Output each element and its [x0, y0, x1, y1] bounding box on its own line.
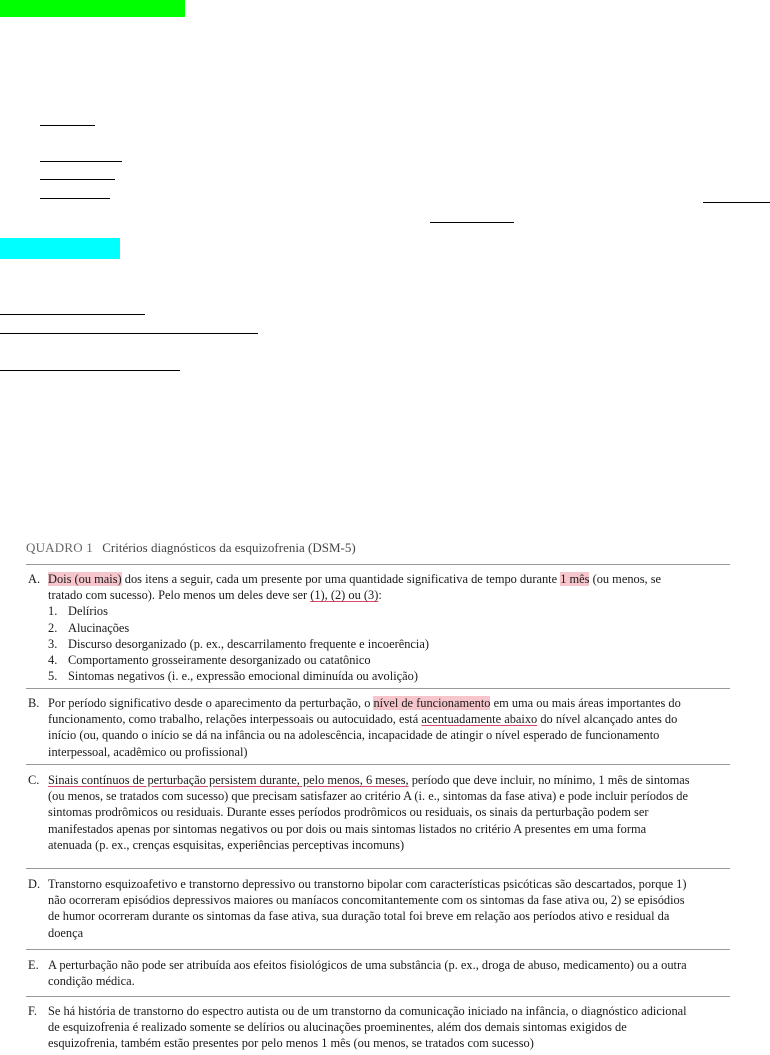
list-text: Comportamento grosseiramente desorganizado ou catatônico: [68, 653, 371, 668]
quadro-heading: Critérios diagnósticos da esquizofrenia (DSM-5): [102, 540, 356, 555]
text-segment: do nível alcançado antes do início (ou, quando o início se dá na infância ou na adolescência, incapacidade de atingir o nível esperado de funcionamento interpessoal, acadêmico ou profissional): [48, 712, 678, 759]
criterion-text: [48, 1003, 690, 1052]
criterion-letter: E.: [28, 958, 39, 972]
divider: [26, 688, 730, 689]
text-segment: (ou menos, se tratado com sucesso). Pelo menos um deles deve ser: [48, 572, 662, 603]
list-item: [48, 668, 690, 684]
list-text: Delírios: [68, 604, 108, 619]
list-number: 4.: [48, 653, 58, 668]
underline-mark: [0, 370, 180, 371]
divider: [26, 564, 730, 565]
divider: [26, 868, 730, 869]
criterion-b: [26, 695, 690, 760]
underlined-text: Sinais contínuos de perturbação persistem durante, pelo menos, 6 meses,: [48, 773, 409, 787]
quadro-label: QUADRO 1: [26, 540, 93, 555]
symptom-list: [48, 603, 690, 684]
criterion-text: [48, 695, 690, 760]
criterion-letter: A.: [28, 572, 41, 586]
list-text: Sintomas negativos (i. e., expressão emocional diminuída ou avolição): [68, 669, 418, 684]
list-item: [48, 603, 690, 619]
highlighted-text: 1 mês: [560, 572, 590, 586]
divider: [26, 949, 730, 950]
criterion-text: [48, 957, 690, 989]
criterion-text: [48, 876, 690, 941]
underline-mark: [40, 125, 95, 126]
list-number: 1.: [48, 604, 58, 619]
underline-mark: [40, 179, 115, 180]
underline-mark: [0, 314, 145, 315]
criterion-e: [26, 957, 690, 989]
text-segment: em uma ou mais áreas importantes do funcionamento, como trabalho, relações interpessoais ou autocuidado, está: [48, 696, 681, 727]
criterion-d: [26, 876, 690, 941]
text-segment: :: [378, 588, 382, 603]
underline-mark: [40, 161, 122, 162]
list-item: [48, 636, 690, 652]
criterion-a: [26, 571, 690, 684]
quadro-title: [26, 540, 356, 556]
text-segment: período que deve incluir, no mínimo, 1 mês de sintomas (ou menos, se tratados com sucesso) que precisam satisfazer ao critério A (i. e., sintomas da fase ativa) e pode incluir períodos de sintomas prodrômicos ou residuais. Durante esses períodos prodrômicos ou residuais, os sinais da perturbação podem ser manifestados apenas por sintomas negativos ou por dois ou mais sintomas listados no critério A presentes em uma forma atenuada (p. ex., crenças esquisitas, experiências perceptivas incomuns): [48, 773, 690, 852]
underlined-text: (1), (2) ou (3): [310, 588, 379, 603]
criterion-text: [48, 772, 690, 853]
underlined-text: acentuadamente abaixo: [421, 712, 538, 727]
criterion-c: [26, 772, 690, 853]
text-segment: Transtorno esquizoafetivo e transtorno depressivo ou transtorno bipolar com características psicóticas são descartados, porque 1) não ocorreram episódios depressivos maiores ou maníacos concomitantemente com os sintomas da fase ativa ou, 2) se episódios de humor ocorreram durante os sintomas da fase ativa, sua duração total foi breve em relação aos períodos ativo e residual da doença: [48, 877, 687, 940]
underline-mark: [430, 222, 514, 223]
highlighted-text: nível de funcionamento: [373, 696, 491, 710]
criterion-f: [26, 1003, 690, 1052]
cyan-highlight-mark: [0, 238, 120, 259]
list-item: [48, 652, 690, 668]
list-number: 5.: [48, 669, 58, 684]
underline-mark: [703, 202, 770, 203]
text-segment: Por período significativo desde o aparecimento da perturbação, o: [48, 696, 374, 710]
list-text: Alucinações: [68, 620, 130, 635]
criterion-letter: B.: [28, 696, 40, 710]
text-segment: dos itens a seguir, cada um presente por uma quantidade significativa de tempo durante: [121, 572, 561, 586]
criterion-letter: D.: [28, 877, 41, 891]
list-text: Discurso desorganizado (p. ex., descarrilamento frequente e incoerência): [68, 636, 430, 651]
green-highlight-mark: [0, 0, 185, 17]
list-number: 3.: [48, 636, 58, 651]
text-segment: A perturbação não pode ser atribuída aos efeitos fisiológicos de uma substância (p. ex., droga de abuso, medicamento) ou a outra condição médica.: [48, 958, 687, 989]
list-number: 2.: [48, 620, 58, 635]
criterion-letter: F.: [28, 1004, 37, 1018]
text-segment: Se há história de transtorno do espectro autista ou de um transtorno da comunicação iniciado na infância, o diagnóstico adicional de esquizofrenia é realizado somente se delírios ou alucinações proeminentes, além dos demais sintomas exigidos de esquizofrenia, também estão presentes por pelo menos 1 mês (ou menos, se tratados com sucesso): [48, 1004, 687, 1051]
list-item: [48, 620, 690, 636]
divider: [26, 996, 730, 997]
criterion-text: [48, 571, 690, 603]
highlighted-text: Dois (ou mais): [48, 572, 122, 586]
divider: [26, 764, 730, 765]
underline-mark: [40, 198, 110, 199]
criterion-letter: C.: [28, 773, 40, 787]
underline-mark: [0, 333, 258, 334]
